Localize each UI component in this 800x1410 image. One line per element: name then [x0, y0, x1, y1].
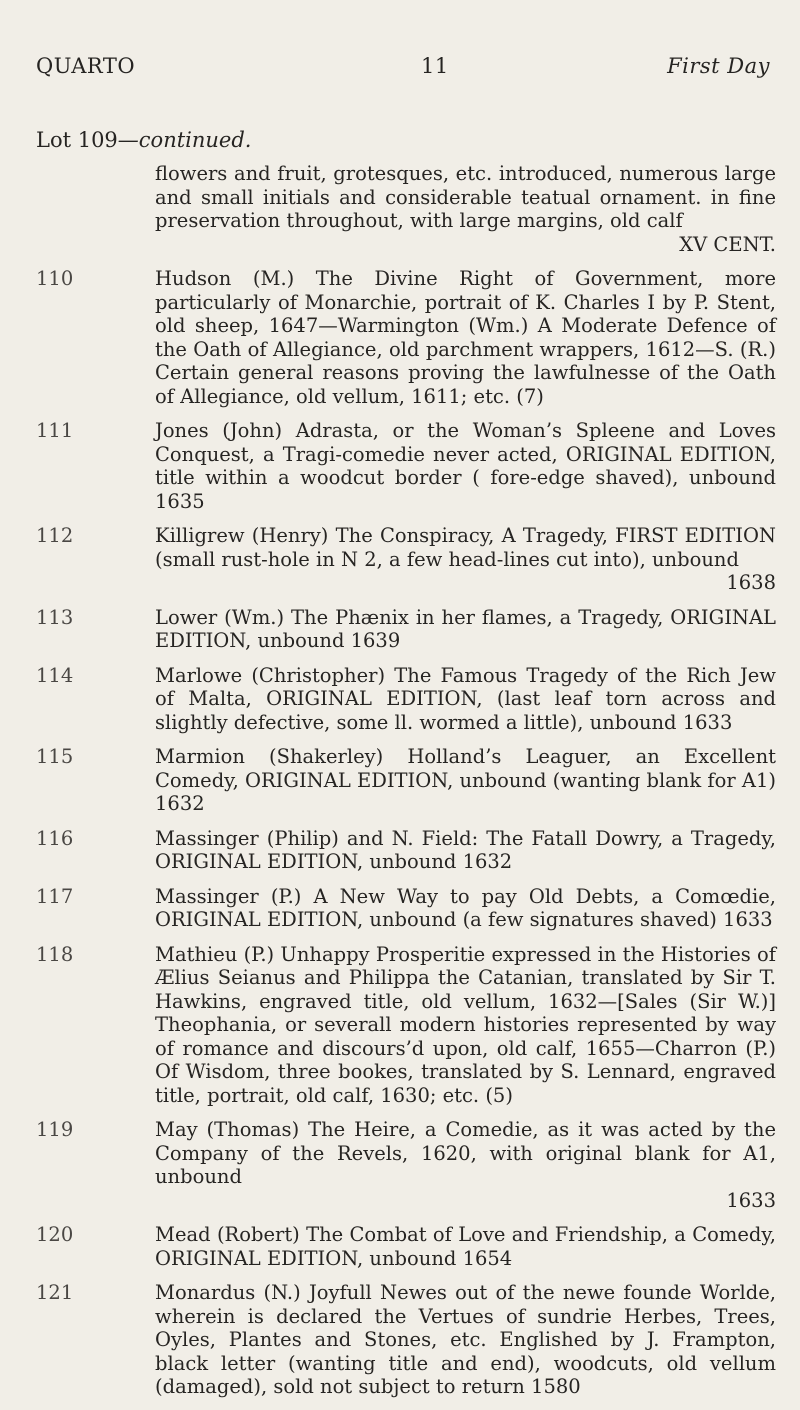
lot-number: 119: [36, 1118, 74, 1141]
lot-description: Killigrew (Henry) The Conspiracy, A Tragedy, FIRST EDITION (small rust-hole in N 2, a few head-lines cut into), unbound: [155, 524, 776, 571]
lot-number: 121: [36, 1281, 74, 1304]
lot-description: Marmion (Shakerley) Holland’s Leaguer, an Excellent Comedy, ORIGINAL EDITION, unbound (wanting blank for A1) 1632: [155, 745, 776, 815]
lot-number: 120: [36, 1223, 74, 1246]
lot-entry: [36, 827, 776, 874]
lot-number: 110: [36, 267, 74, 290]
lot-description: Massinger (P.) A New Way to pay Old Debts, a Comœdie, ORIGINAL EDITION, unbound (a few signatures shaved) 1633: [155, 884, 776, 931]
lot-number: 112: [36, 524, 74, 547]
continuation-text: flowers and fruit, grotesques, etc. introduced, numerous large and small initials and considerable teatual ornament. in fine preservation throughout, with large margins, old calf: [155, 162, 776, 232]
lot-description: Marlowe (Christopher) The Famous Tragedy of the Rich Jew of Malta, ORIGINAL EDITION, (last leaf torn across and slightly defective, some ll. wormed a little), unbound 1633: [155, 663, 776, 734]
continuation-tail: XV CENT.: [679, 232, 776, 256]
lot-continued-prefix: Lot 109: [36, 128, 118, 152]
lot-number: 114: [36, 663, 74, 687]
lot-description: Massinger (Philip) and N. Field: The Fatall Dowry, a Tragedy, ORIGINAL EDITION, unbound 1632: [155, 826, 776, 873]
lot-number: 113: [36, 605, 74, 629]
lot-entry: [36, 419, 776, 513]
lot-entry: [36, 524, 776, 595]
lot-description: Hudson (M.) The Divine Right of Government, more particularly of Monarchie, portrait of K. Charles I by P. Stent, old sheep, 1647—Warmington (Wm.) A Moderate Defence of the Oath of Allegiance, old parchment wrappers, 1612—S. (R.) Certain general reasons proving the lawfulnesse of the Oath of Allegiance, old vellum, 1611; etc. (7): [155, 267, 776, 408]
lot-description: Monardus (N.) Joyfull Newes out of the newe founde Worlde, wherein is declared the Vertues of sundrie Herbes, Trees, Oyles, Plantes and Stones, etc. Englished by J. Frampton, black letter (wanting title and end), woodcuts, old vellum (damaged), sold not subject to return 1580: [155, 1281, 776, 1398]
lot-description: May (Thomas) The Heire, a Comedie, as it was acted by the Company of the Revels, 1620, with original blank for A1, unbound: [155, 1118, 776, 1188]
lot-description: Lower (Wm.) The Phænix in her flames, a Tragedy, ORIGINAL EDITION, unbound 1639: [155, 605, 776, 652]
lot-date: 1638: [726, 571, 776, 594]
lot-entry: [36, 664, 776, 735]
lot-entry: [36, 943, 776, 1108]
lot-entry: [36, 885, 776, 932]
lot-number: 111: [36, 419, 74, 442]
lot-description: Mathieu (P.) Unhappy Prosperitie expressed in the Histories of Ælius Seianus and Philippa the Catanian, translated by Sir T. Hawkins, engraved title, old vellum, 1632—[Sales (Sir W.)] Theophania, or severall modern histories represented by way of romance and discours’d upon, old calf, 1655—Charron (P.) Of Wisdom, three bookes, translated by S. Lennard, engraved title, portrait, old calf, 1630; etc. (5): [155, 942, 776, 1107]
lot-date: 1633: [726, 1188, 776, 1212]
lot-entry: [36, 1118, 776, 1212]
lot-entry: [36, 1223, 776, 1270]
page-header: [36, 54, 770, 86]
lot-entry: [36, 745, 776, 816]
section-title: QUARTO: [36, 54, 136, 78]
sale-day: First Day: [667, 54, 770, 78]
lot-number: 116: [36, 826, 74, 850]
lot-continued-suffix: —continued.: [117, 128, 252, 152]
lot-number: 115: [36, 745, 74, 768]
lot-description: Mead (Robert) The Combat of Love and Friendship, a Comedy, ORIGINAL EDITION, unbound 1654: [155, 1223, 776, 1270]
lot-continued-heading: [36, 128, 251, 152]
page-number: 11: [421, 54, 449, 78]
lot-entry: [36, 606, 776, 653]
lot-entries: [36, 162, 776, 1410]
lot-description: Jones (John) Adrasta, or the Woman’s Spleene and Loves Conquest, a Tragi-comedie never acted, ORIGINAL EDITION, title within a woodcut border ( fore-edge shaved), unbound 1635: [155, 419, 776, 513]
lot-entry: [36, 1281, 776, 1399]
lot-number: 117: [36, 884, 74, 908]
lot-number: 118: [36, 942, 74, 966]
lot-entry: [36, 267, 776, 408]
continuation-entry: [36, 162, 776, 256]
